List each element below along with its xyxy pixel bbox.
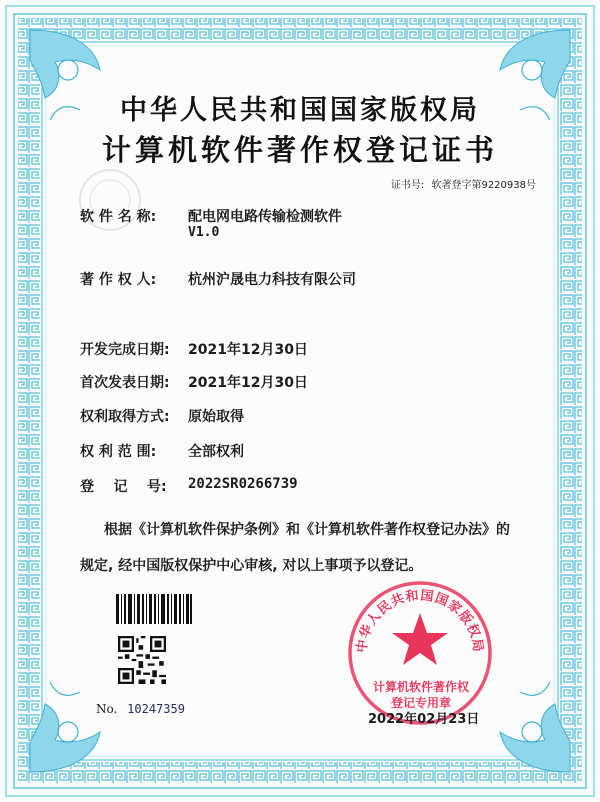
field-label: 登 记 号: [80,479,167,495]
issuing-authority: 中华人民共和国国家版权局 [120,95,480,126]
software-version: V1.0 [188,225,220,240]
field-value: 2022SR0266739 [188,476,298,492]
issue-date: 2022年02月23日 [368,712,480,727]
qr-code [118,636,166,684]
field-rights-scope [80,441,244,461]
serial-label: No. [96,702,118,716]
field-value: 全部权利 [188,444,244,460]
certificate-title: 计算机软件著作权登记证书 [101,133,498,167]
field-copyright-owner [80,269,356,289]
field-registration-number [80,476,298,496]
seal-text-line-1: 计算机软件著作权 [372,680,469,694]
field-label: 开发完成日期: [80,342,170,358]
certificate-number [387,176,536,191]
legal-statement [80,512,550,584]
serial-number [96,702,185,716]
barcode [116,594,192,624]
legal-statement-line-2: 规定, 经中国版权保护中心审核, 对以上事项予以登记。 [80,558,423,574]
field-label: 权利取得方式: [80,409,170,425]
field-value: 杭州沪晟电力科技有限公司 [188,272,356,288]
seal-text-line-2: 登记专用章 [390,696,451,710]
seal-ring-textpath: 中华人民共和国国家版权局 [354,588,486,654]
field-value: 2021年12月30日 [188,342,308,358]
serial-value: 10247359 [127,702,185,716]
certificate-number-label: 证书号: [390,180,425,191]
star-icon [392,613,448,665]
field-acquisition-method [80,406,244,426]
field-value: 配电网电路传输检测软件 [188,209,342,225]
field-label: 首次发表日期: [80,375,170,391]
field-label: 著 作 权 人: [80,272,157,288]
field-completion-date [80,339,308,359]
field-value: 2021年12月30日 [188,375,308,391]
legal-statement-line-1: 根据《计算机软件保护条例》和《计算机软件著作权登记办法》的 [104,522,510,538]
certificate-number-value: 软著登字第9220938号 [431,180,536,191]
field-publication-date [80,372,308,392]
field-label: 权 利 范 围: [80,444,157,460]
field-software-name [80,206,342,226]
field-label: 软 件 名 称: [80,209,157,225]
field-value: 原始取得 [188,409,244,425]
